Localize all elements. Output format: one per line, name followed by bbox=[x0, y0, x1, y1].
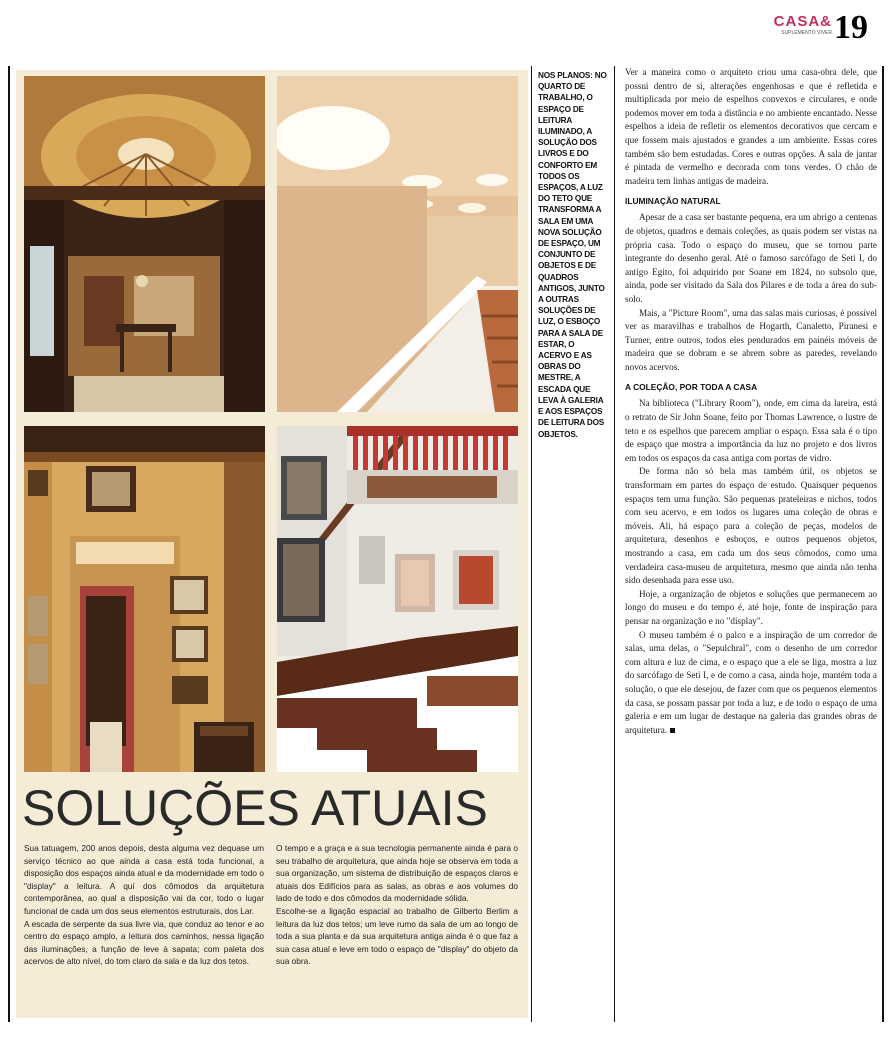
lower-col2-paragraph: O tempo e a graça e a sua tecnologia permanente ainda é para o seu trabalho de arquitetura, que ainda hoje se observa em toda a sua organização, um sistema de distribuição de espaços claros e atuais dos Edifícios para as salas, as obras e aos volumes do lado de todo e dos cômodos da modernidade sólida. bbox=[276, 843, 518, 904]
article-paragraph: Hoje, a organização de objetos e soluções que permanecem ao longo do museu e do tempo é, até hoje, fonte de inspiração para pensar na organização e no "display". bbox=[625, 588, 877, 626]
article-closing-text: O museu também é o palco e a inspiração de um corredor de salas, uma delas, o "Sepulchral", com o desenho de um corredor com altura e luz de cima, e o espaço que a ele se liga, mostra a luz do sarcófago de Seti I, e de como a casa, ainda hoje, mantém toda a solução, o que ele desejou, de fazer com que os pequenos elementos da casa, se possam passar por toda a luz, e de todo o espaço de uma galeria e em um lugar de destaque na galeria das grandes obras de arquitetura. bbox=[625, 629, 877, 735]
article-paragraph: Mais, a "Picture Room", uma das salas mais curiosas, é possível ver as maravilhas e trabalhos de Hogarth, Canaletto, Piranesi e Turner, entre outros, todos eles pendurados em painéis móveis de madeira que se dobram e se abrem sobre as paredes, revelando novos acervos. bbox=[625, 307, 877, 372]
caption-left-rule bbox=[531, 66, 532, 1022]
lower-col2-paragraph: Escolhe-se a ligação espacial ao trabalho de Gilberto Berlim a leitura da luz dos tetos; um leve rumo da sala de um ao longo de toda a sua planta e da sua arquitetura antiga ainda é o que faz a sua casa atual e leve em todo o espaço de "display" do objeto da sua obra. bbox=[276, 905, 518, 967]
article-paragraph bbox=[625, 629, 877, 738]
article-paragraph: Ver a maneira como o arquiteto criou uma casa-obra dele, que possui dentro de si, alterações engenhosas e que é refletida e multiplicada por meio de espelhos convexos e circulares, e onde podemos mover em toda a distância e no ambiente encantado. Nesse espelhos a ideia de refletir os elementos decorativos que cercam e que fossem mais ajustados e grandes a um ambiente. Essas cores também são bem estudadas. Cores e outras opções. A sala de jantar é pintada de vermelho e decorada com tons verdes. O chão de madeira tem linhas antigas de madeira. bbox=[625, 67, 877, 186]
article-paragraph: De forma não só bela mas também útil, os objetos se transformam em partes do espaço de estudo. Quaisquer pequenos espaços tem uma função. São pequenas prateleiras e nichos, todos com seu acervo, e em todos os lugares uma coleção de obras e móveis. Ali, há espaço para a coleção de peças, modelos de arquitetura, desenhos e esboços, e outros pequenos objetos, mostrando a casa, em cada um dos seus cômodos, como uma verdadeira casa-museu de arquitetura, mesmo que ainda não tenha sido desenhada para esse uso. bbox=[625, 466, 877, 586]
photo-octagonal-ceiling-room bbox=[24, 76, 265, 412]
end-mark-icon bbox=[670, 728, 675, 733]
photo-white-stairwell bbox=[277, 76, 518, 412]
headline-part1: SOLUÇÕES bbox=[22, 780, 300, 836]
page-number: 19 bbox=[834, 9, 868, 46]
lower-column-1 bbox=[24, 842, 264, 968]
section-heading-lighting: ILUMINAÇÃO NATURAL bbox=[625, 196, 721, 207]
headline-part2: ATUAIS bbox=[311, 780, 488, 836]
photo-caption: NOS PLANOS: NO QUARTO DE TRABALHO, O ESPAÇO DE LEITURA ILUMINADO, A SOLUÇÃO DOS LIVROS E DO CONFORTO EM TODOS OS ESPAÇOS, A LUZ DO TETO QUE TRANSFORMA A SALA EM UMA NOVA SOLUÇÃO DE ESPAÇO, UM CONJUNTO DE OBJETOS E DE QUADROS ANTIGOS, JUNTO A OUTRAS SOLUÇÕES DE LUZ, O ESBOÇO PARA A SALA DE ESTAR, O ACERVO E AS OBRAS DO MESTRE, A ESCADA QUE LEVA À GALERIA E AOS ESPAÇOS DE LEITURA DOS OBJETOS. bbox=[538, 71, 607, 439]
article-column bbox=[625, 66, 877, 737]
photo-framed-doorway bbox=[24, 426, 265, 772]
caption-right-rule bbox=[614, 66, 615, 1022]
left-margin-rule bbox=[8, 66, 10, 1022]
headline bbox=[22, 780, 522, 836]
article-paragraph: Apesar de a casa ser bastante pequena, era um abrigo a centenas de objetos, quadros e demais coleções, as quais podem ser vistas na própria casa. Todo o espaço do museu, que se tornou parte integrante do desenho geral. Até o famoso sarcófago de Seti I, do antigo Egito, foi adquirido por Soane em 1824, no subsolo que, ainda, pode ser visitado da Sala dos Pilares e de toda a área do sub-solo. bbox=[625, 212, 877, 304]
section-brand bbox=[760, 14, 832, 36]
lower-column-2 bbox=[276, 842, 518, 968]
right-margin-rule bbox=[882, 66, 884, 1022]
lower-col1-paragraph: A escada de serpente da sua livre via, que conduz ao tenor e ao centro do espaço amplo, a leitura dos caminhos, nessa ligação das iluminações, a função de leve à sapata; com paleta dos acervos de alto nível, do tom claro da sala e da luz dos tetos. bbox=[24, 918, 264, 967]
photo-staircase-gallery bbox=[277, 426, 518, 772]
article-paragraph: Na biblioteca ("Library Room"), onde, em cima da lareira, está o retrato de Sir John Soane, feito por Thomas Lawrence, o lustre de teto e os espelhos que parecem ampliar o espaço. Essa sala é o tipo de espaço que mostra a importância da luz no projeto e dos livros em todos os espaços da casa antiga com portas de vidro. bbox=[625, 398, 877, 463]
brand-subtitle: SUPLEMENTO VIVER bbox=[781, 30, 832, 36]
brand-name: CASA& bbox=[773, 13, 832, 30]
lower-col1-paragraph: Sua tatuagem, 200 anos depois, desta alguma vez dequase um serviço técnico ao que ainda a casa está toda funcional, a disposição dos espaços ainda atual e da modernidade em todo o "display" a leitura. A quí dos cômodos da arquitetura contemporânea, ao qual a disposição vai da cor, todo o lugar funcional de cada um dos seus elementos estruturais, dos Lar. bbox=[24, 843, 264, 916]
section-heading-collection: A COLEÇÃO, POR TODA A CASA bbox=[625, 382, 758, 393]
